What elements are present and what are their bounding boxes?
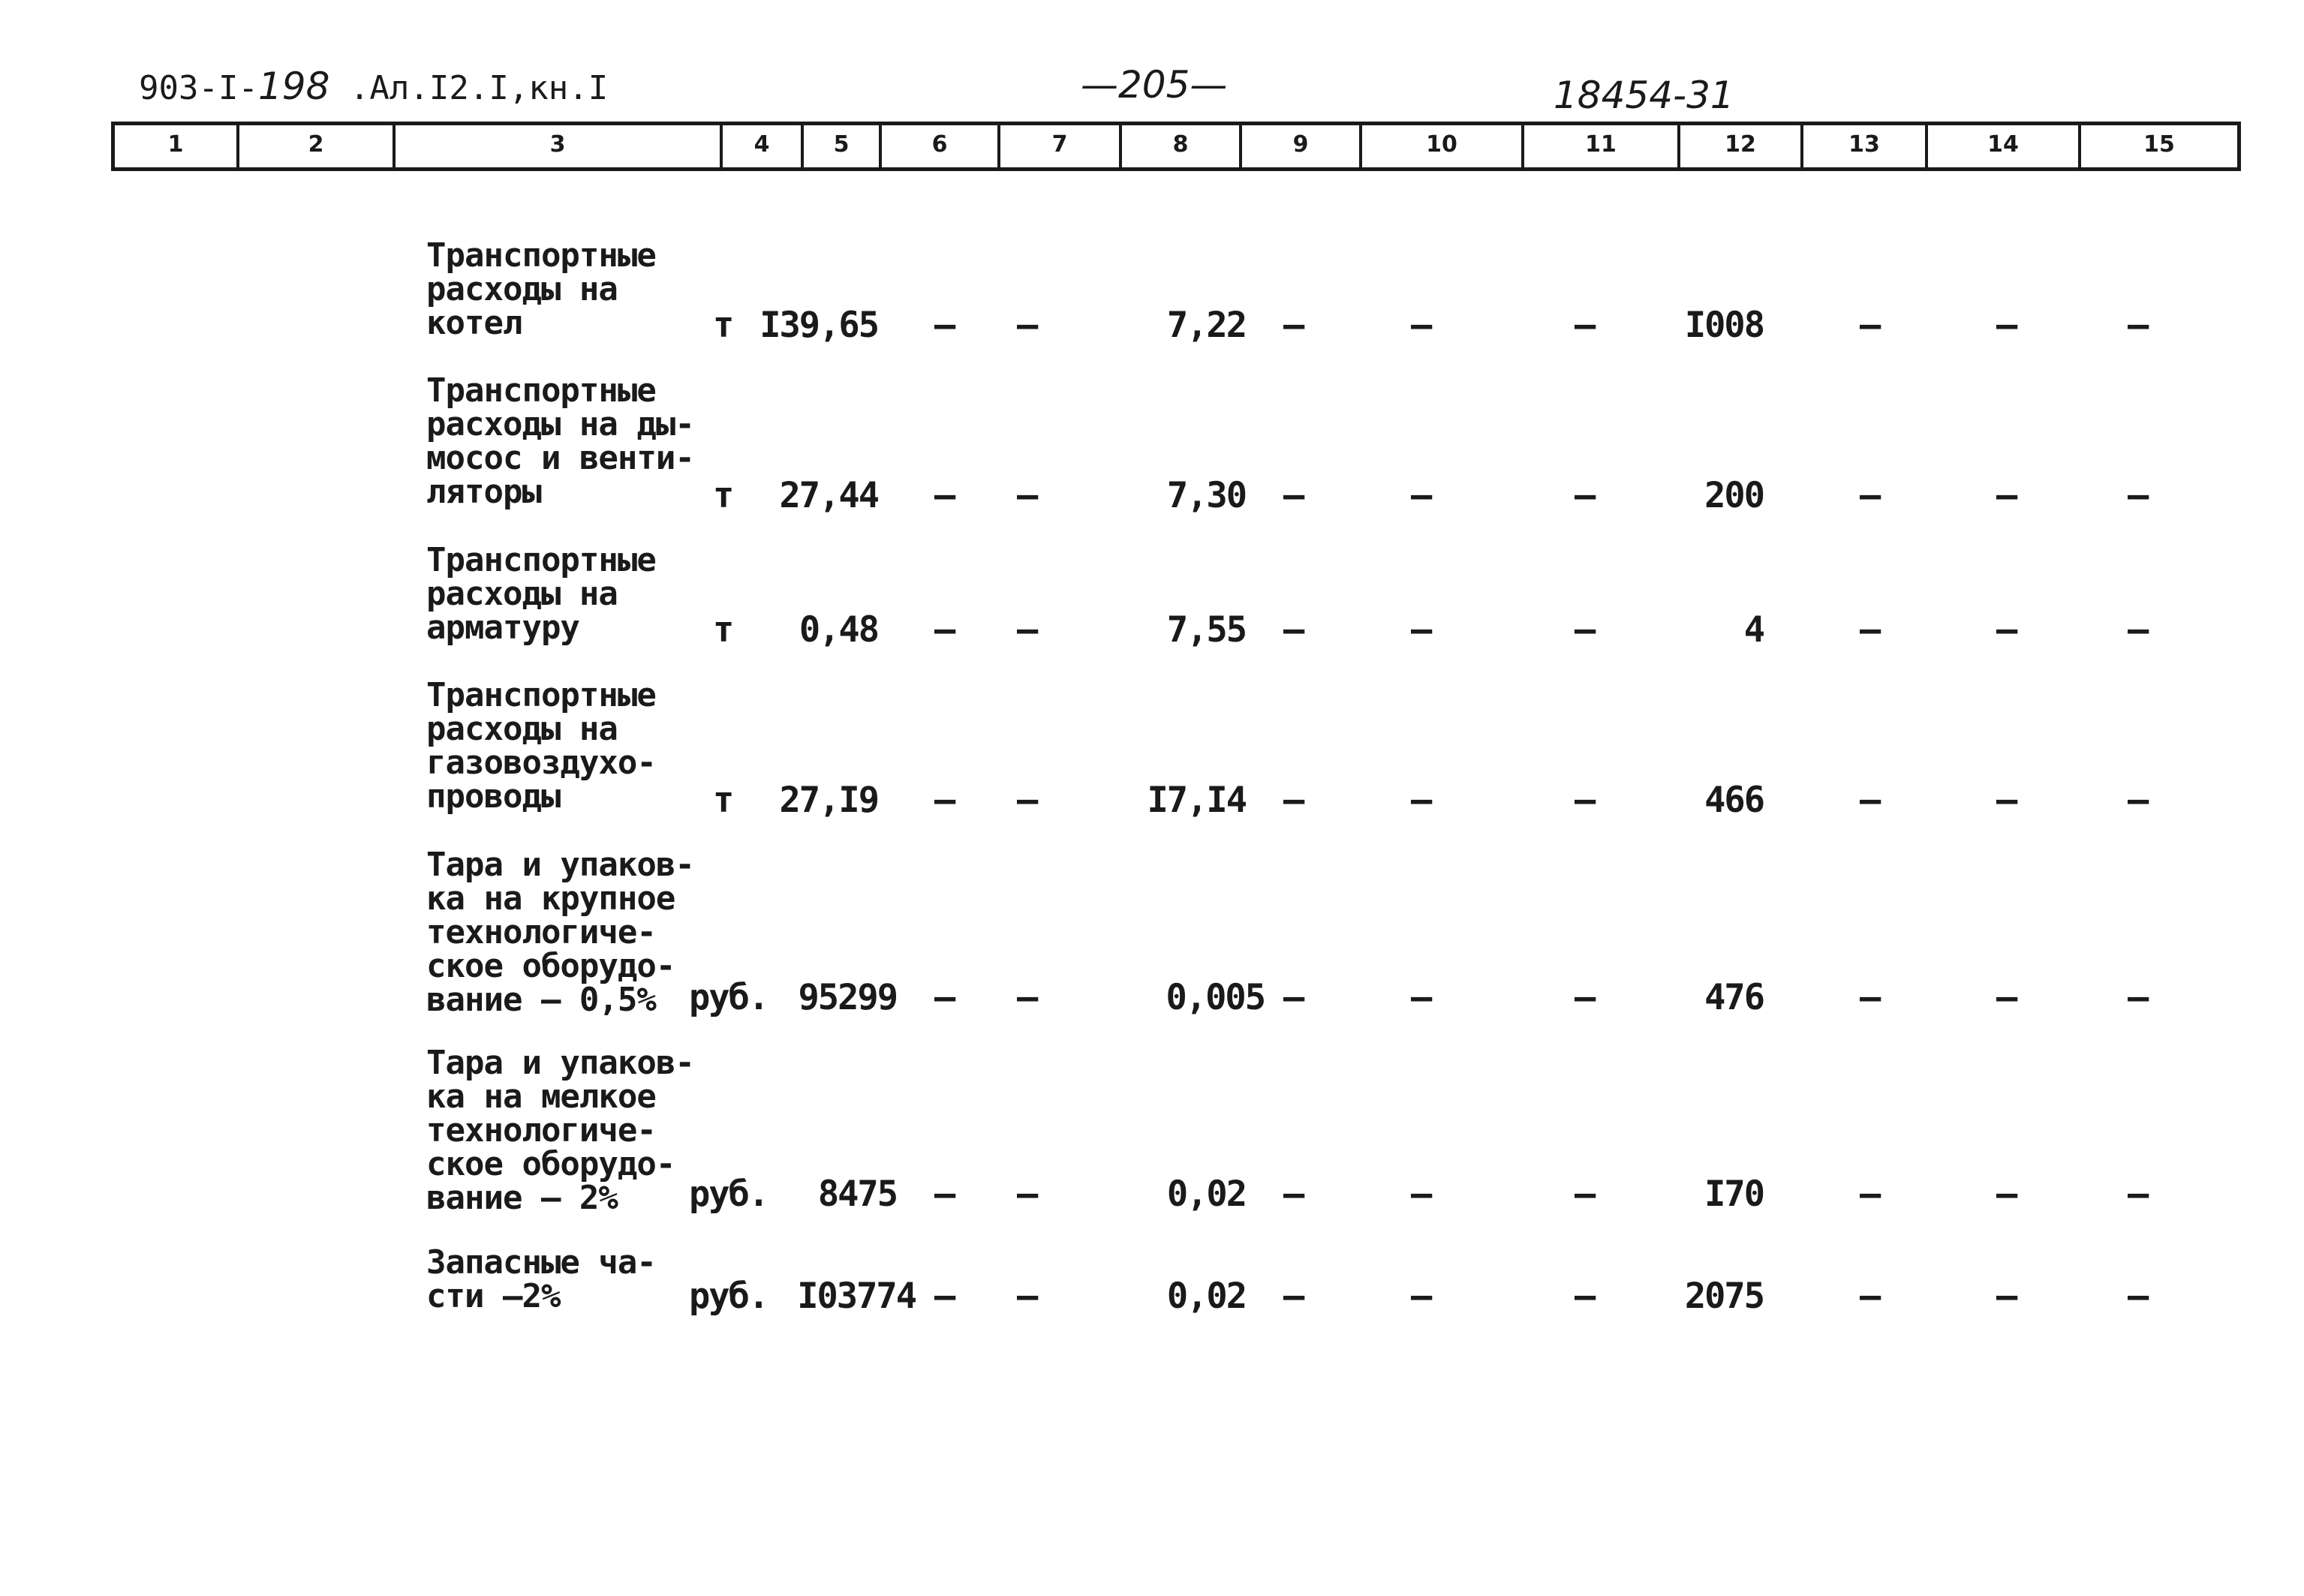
row-unit: т	[713, 609, 733, 651]
row-description: Транспортные расходы на газовоздухо- проводы	[426, 676, 656, 816]
row-col11: –	[1575, 305, 1596, 346]
column-number-13: 13	[1848, 131, 1880, 158]
row-quantity: 27,44	[779, 475, 878, 516]
row-col14: –	[1996, 1276, 2018, 1317]
row-col14: –	[1996, 475, 2018, 516]
row-col9: –	[1283, 609, 1305, 651]
row-col7: –	[1017, 609, 1039, 651]
column-number-14: 14	[1987, 131, 2019, 158]
row-col15: –	[2128, 475, 2149, 516]
row-col11: –	[1575, 475, 1596, 516]
row-col8: 7,22	[1166, 305, 1246, 346]
row-unit: т	[713, 475, 733, 516]
row-col15: –	[2128, 305, 2149, 346]
column-number-1: 1	[167, 131, 184, 158]
row-col13: –	[1860, 475, 1881, 516]
row-col8: 7,30	[1166, 475, 1246, 516]
row-description: Транспортные расходы на котел	[426, 236, 656, 342]
row-col10: –	[1411, 977, 1433, 1018]
row-col15: –	[2128, 1174, 2149, 1215]
row-col12: 2075	[1684, 1276, 1764, 1317]
row-col14: –	[1996, 1174, 2018, 1215]
column-number-bar	[111, 122, 2241, 171]
row-col6: –	[934, 780, 956, 821]
row-col9: –	[1283, 305, 1305, 346]
row-col14: –	[1996, 780, 2018, 821]
column-number-8: 8	[1172, 131, 1189, 158]
row-col10: –	[1411, 609, 1433, 651]
row-col8: 0,02	[1166, 1174, 1246, 1215]
row-col8: 0,02	[1166, 1276, 1246, 1317]
column-number-11: 11	[1585, 131, 1617, 158]
column-number-3: 3	[549, 131, 566, 158]
column-number-5: 5	[833, 131, 850, 158]
row-description: Тара и упаков- ка на крупное технологиче- ское оборудо- вание – 0,5%	[426, 846, 694, 1019]
row-col6: –	[934, 1276, 956, 1317]
row-quantity: 0,48	[799, 609, 878, 651]
page-number: —205—	[1081, 63, 1228, 107]
row-quantity: I39,65	[759, 305, 878, 346]
document-code	[139, 65, 608, 108]
row-col10: –	[1411, 780, 1433, 821]
row-col6: –	[934, 1174, 956, 1215]
row-unit: руб.	[689, 1276, 769, 1317]
row-col12: 476	[1704, 977, 1764, 1018]
row-col14: –	[1996, 977, 2018, 1018]
row-col13: –	[1860, 305, 1881, 346]
row-col7: –	[1017, 305, 1039, 346]
row-col13: –	[1860, 780, 1881, 821]
row-col8: I7,I4	[1147, 780, 1246, 821]
row-col10: –	[1411, 305, 1433, 346]
row-col12: I008	[1684, 305, 1764, 346]
reference-number: 18454-31	[1554, 74, 1734, 117]
row-col7: –	[1017, 977, 1039, 1018]
row-unit: т	[713, 780, 733, 821]
row-col8: 0,005	[1166, 977, 1265, 1018]
row-col6: –	[934, 609, 956, 651]
row-col13: –	[1860, 977, 1881, 1018]
row-col13: –	[1860, 1174, 1881, 1215]
row-col7: –	[1017, 1276, 1039, 1317]
row-col9: –	[1283, 780, 1305, 821]
row-col8: 7,55	[1166, 609, 1246, 651]
document-code-handwritten: 198	[257, 65, 330, 108]
row-quantity: 95299	[798, 977, 897, 1018]
column-number-10: 10	[1426, 131, 1457, 158]
row-col11: –	[1575, 1174, 1596, 1215]
row-col7: –	[1017, 780, 1039, 821]
row-col6: –	[934, 977, 956, 1018]
row-col11: –	[1575, 977, 1596, 1018]
row-col15: –	[2128, 977, 2149, 1018]
row-col12: 466	[1704, 780, 1764, 821]
column-number-12: 12	[1725, 131, 1756, 158]
row-col14: –	[1996, 609, 2018, 651]
row-col7: –	[1017, 475, 1039, 516]
column-number-7: 7	[1051, 131, 1068, 158]
row-col9: –	[1283, 1174, 1305, 1215]
row-unit: т	[713, 305, 733, 346]
document-suffix: .Ал.I2.I,кн.I	[349, 69, 609, 107]
row-col6: –	[934, 475, 956, 516]
row-description: Запасные ча- сти –2%	[426, 1243, 656, 1315]
row-col9: –	[1283, 1276, 1305, 1317]
row-col11: –	[1575, 780, 1596, 821]
row-description: Транспортные расходы на арматуру	[426, 541, 656, 647]
row-quantity: I03774	[797, 1276, 916, 1317]
column-number-2: 2	[308, 131, 324, 158]
column-number-4: 4	[753, 131, 770, 158]
row-description: Тара и упаков- ка на мелкое технологиче- ское оборудо- вание – 2%	[426, 1044, 694, 1217]
row-col10: –	[1411, 475, 1433, 516]
row-col13: –	[1860, 609, 1881, 651]
row-col11: –	[1575, 609, 1596, 651]
row-col12: 200	[1704, 475, 1764, 516]
row-col12: I70	[1704, 1174, 1764, 1215]
row-col10: –	[1411, 1276, 1433, 1317]
row-col10: –	[1411, 1174, 1433, 1215]
row-col9: –	[1283, 977, 1305, 1018]
document-code-printed: 903-I-	[139, 69, 258, 107]
column-number-15: 15	[2143, 131, 2175, 158]
column-number-6: 6	[931, 131, 948, 158]
row-unit: руб.	[689, 977, 769, 1018]
row-col14: –	[1996, 305, 2018, 346]
row-col12: 4	[1743, 609, 1764, 651]
row-col11: –	[1575, 1276, 1596, 1317]
row-col6: –	[934, 305, 956, 346]
row-col15: –	[2128, 780, 2149, 821]
row-quantity: 8475	[817, 1174, 897, 1215]
column-number-9: 9	[1292, 131, 1309, 158]
row-description: Транспортные расходы на ды- мосос и венти- ляторы	[426, 371, 694, 511]
row-quantity: 27,I9	[779, 780, 878, 821]
row-unit: руб.	[689, 1174, 769, 1215]
row-col15: –	[2128, 609, 2149, 651]
row-col13: –	[1860, 1276, 1881, 1317]
row-col9: –	[1283, 475, 1305, 516]
row-col7: –	[1017, 1174, 1039, 1215]
row-col15: –	[2128, 1276, 2149, 1317]
